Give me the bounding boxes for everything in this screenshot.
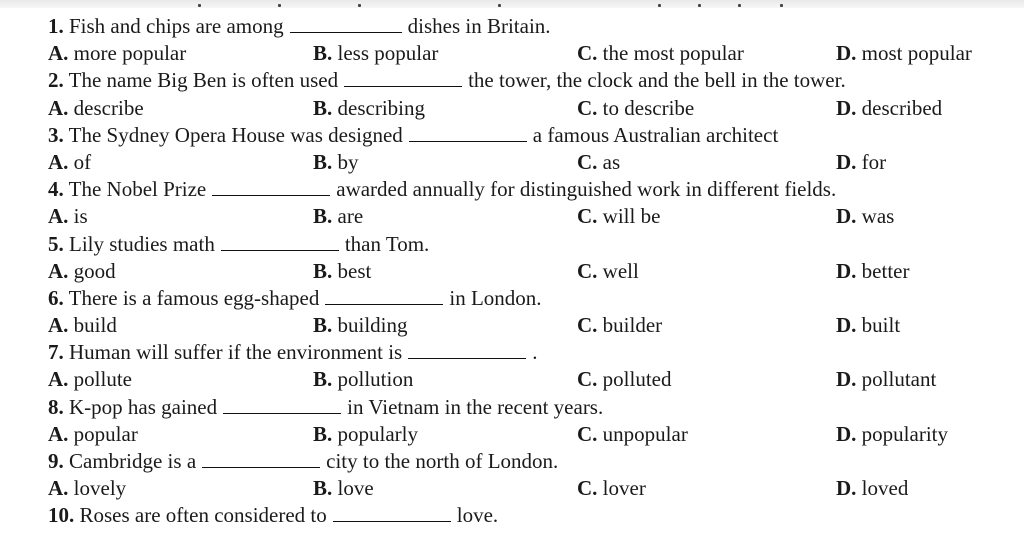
- option-b: B. building: [313, 313, 408, 338]
- strip-mark: [658, 4, 661, 7]
- stem-text: K-pop has gained: [69, 394, 218, 419]
- strip-mark: [358, 4, 361, 7]
- options-row: [0, 421, 1024, 448]
- option-b: B. pollution: [313, 367, 414, 392]
- option-c: C. lover: [577, 476, 646, 501]
- question-number: 10.: [48, 503, 75, 528]
- stem-text: Fish and chips are among: [69, 14, 284, 38]
- stem-text: Human will suffer if the environment is: [69, 340, 403, 365]
- option-d: D. built: [836, 313, 901, 338]
- option-c: C. well: [577, 258, 639, 283]
- option-d: D. loved: [836, 476, 909, 501]
- option-c: C. the most popular: [577, 41, 744, 66]
- question-stem: [0, 448, 1024, 475]
- stem-text: Lily studies math: [69, 231, 215, 256]
- option-d: D. better: [836, 258, 910, 283]
- question-number: 3.: [48, 122, 64, 147]
- strip-mark: [498, 4, 501, 7]
- question-number: 9.: [48, 449, 64, 473]
- option-a: A. of: [48, 149, 92, 174]
- option-c: C. will be: [577, 204, 661, 229]
- answer-blank: [212, 177, 330, 196]
- option-d: D. for: [836, 149, 887, 174]
- options-row: [0, 203, 1024, 230]
- option-d: D. described: [836, 95, 943, 120]
- stem-text: love.: [456, 503, 499, 528]
- question-number: 4.: [48, 177, 64, 202]
- question-number: 7.: [48, 340, 64, 365]
- option-b: B. best: [313, 258, 372, 283]
- option-d: D. was: [836, 204, 895, 229]
- option-a: A. more popular: [48, 41, 187, 66]
- answer-blank: [325, 286, 443, 305]
- options-row: [0, 475, 1024, 502]
- option-c: C. to describe: [577, 95, 695, 120]
- answer-blank: [290, 14, 402, 33]
- stem-text: the tower, the clock and the bell in the tower.: [468, 68, 846, 93]
- question-number: 2.: [48, 68, 64, 93]
- stem-text: city to the north of London.: [326, 449, 559, 473]
- stem-text: in London.: [449, 285, 542, 310]
- question-stem: [0, 67, 1024, 94]
- options-row: [0, 312, 1024, 339]
- question-number: 5.: [48, 231, 64, 256]
- stem-text: Cambridge is a: [69, 449, 197, 473]
- exercise-sheet: [0, 13, 1024, 530]
- option-b: B. describing: [313, 95, 425, 120]
- stem-text: awarded annually for distinguished work in different fields.: [336, 177, 837, 202]
- stem-text: The Sydney Opera House was designed: [68, 122, 403, 147]
- option-a: A. lovely: [48, 476, 127, 501]
- option-a: A. is: [48, 204, 88, 229]
- option-c: C. as: [577, 149, 621, 174]
- options-row: [0, 40, 1024, 67]
- option-d: D. most popular: [836, 41, 972, 66]
- question-stem: [0, 394, 1024, 421]
- question-stem: [0, 176, 1024, 203]
- question-number: 6.: [48, 285, 64, 310]
- answer-blank: [409, 123, 527, 142]
- options-row: [0, 366, 1024, 393]
- stem-text: The name Big Ben is often used: [68, 68, 339, 93]
- answer-blank: [221, 232, 339, 251]
- option-c: C. polluted: [577, 367, 672, 392]
- strip-mark: [780, 4, 783, 7]
- question-stem: [0, 231, 1024, 258]
- option-b: B. by: [313, 149, 359, 174]
- option-d: D. popularity: [836, 421, 948, 446]
- option-b: B. less popular: [313, 41, 439, 66]
- option-a: A. pollute: [48, 367, 132, 392]
- question-stem: [0, 502, 1024, 529]
- strip-mark: [198, 4, 201, 7]
- question-stem: [0, 285, 1024, 312]
- answer-blank: [223, 395, 341, 414]
- question-stem: [0, 339, 1024, 366]
- stem-text: .: [532, 340, 538, 365]
- question-number: 1.: [48, 14, 64, 38]
- options-row: [0, 149, 1024, 176]
- options-row: [0, 95, 1024, 122]
- strip-mark: [278, 4, 281, 7]
- option-a: A. build: [48, 313, 117, 338]
- strip-mark: [738, 4, 741, 7]
- option-c: C. builder: [577, 313, 663, 338]
- stem-text: a famous Australian architect: [532, 122, 779, 147]
- stem-text: There is a famous egg-shaped: [68, 285, 320, 310]
- stem-text: in Vietnam in the recent years.: [347, 394, 604, 419]
- question-stem: [0, 122, 1024, 149]
- option-a: A. describe: [48, 95, 144, 120]
- question-stem: [0, 13, 1024, 40]
- option-b: B. love: [313, 476, 374, 501]
- options-row: [0, 258, 1024, 285]
- stem-text: The Nobel Prize: [68, 177, 207, 202]
- answer-blank: [202, 449, 320, 468]
- stem-text: dishes in Britain.: [407, 14, 551, 38]
- question-number: 8.: [48, 394, 64, 419]
- option-c: C. unpopular: [577, 421, 688, 446]
- stem-text: than Tom.: [344, 231, 430, 256]
- answer-blank: [344, 68, 462, 87]
- answer-blank: [333, 503, 451, 522]
- stem-text: Roses are often considered to: [79, 503, 327, 528]
- answer-blank: [408, 340, 526, 359]
- top-toolbar-strip: [0, 0, 1024, 8]
- option-a: A. good: [48, 258, 116, 283]
- option-b: B. popularly: [313, 421, 418, 446]
- option-a: A. popular: [48, 421, 138, 446]
- option-d: D. pollutant: [836, 367, 937, 392]
- strip-mark: [698, 4, 701, 7]
- option-b: B. are: [313, 204, 364, 229]
